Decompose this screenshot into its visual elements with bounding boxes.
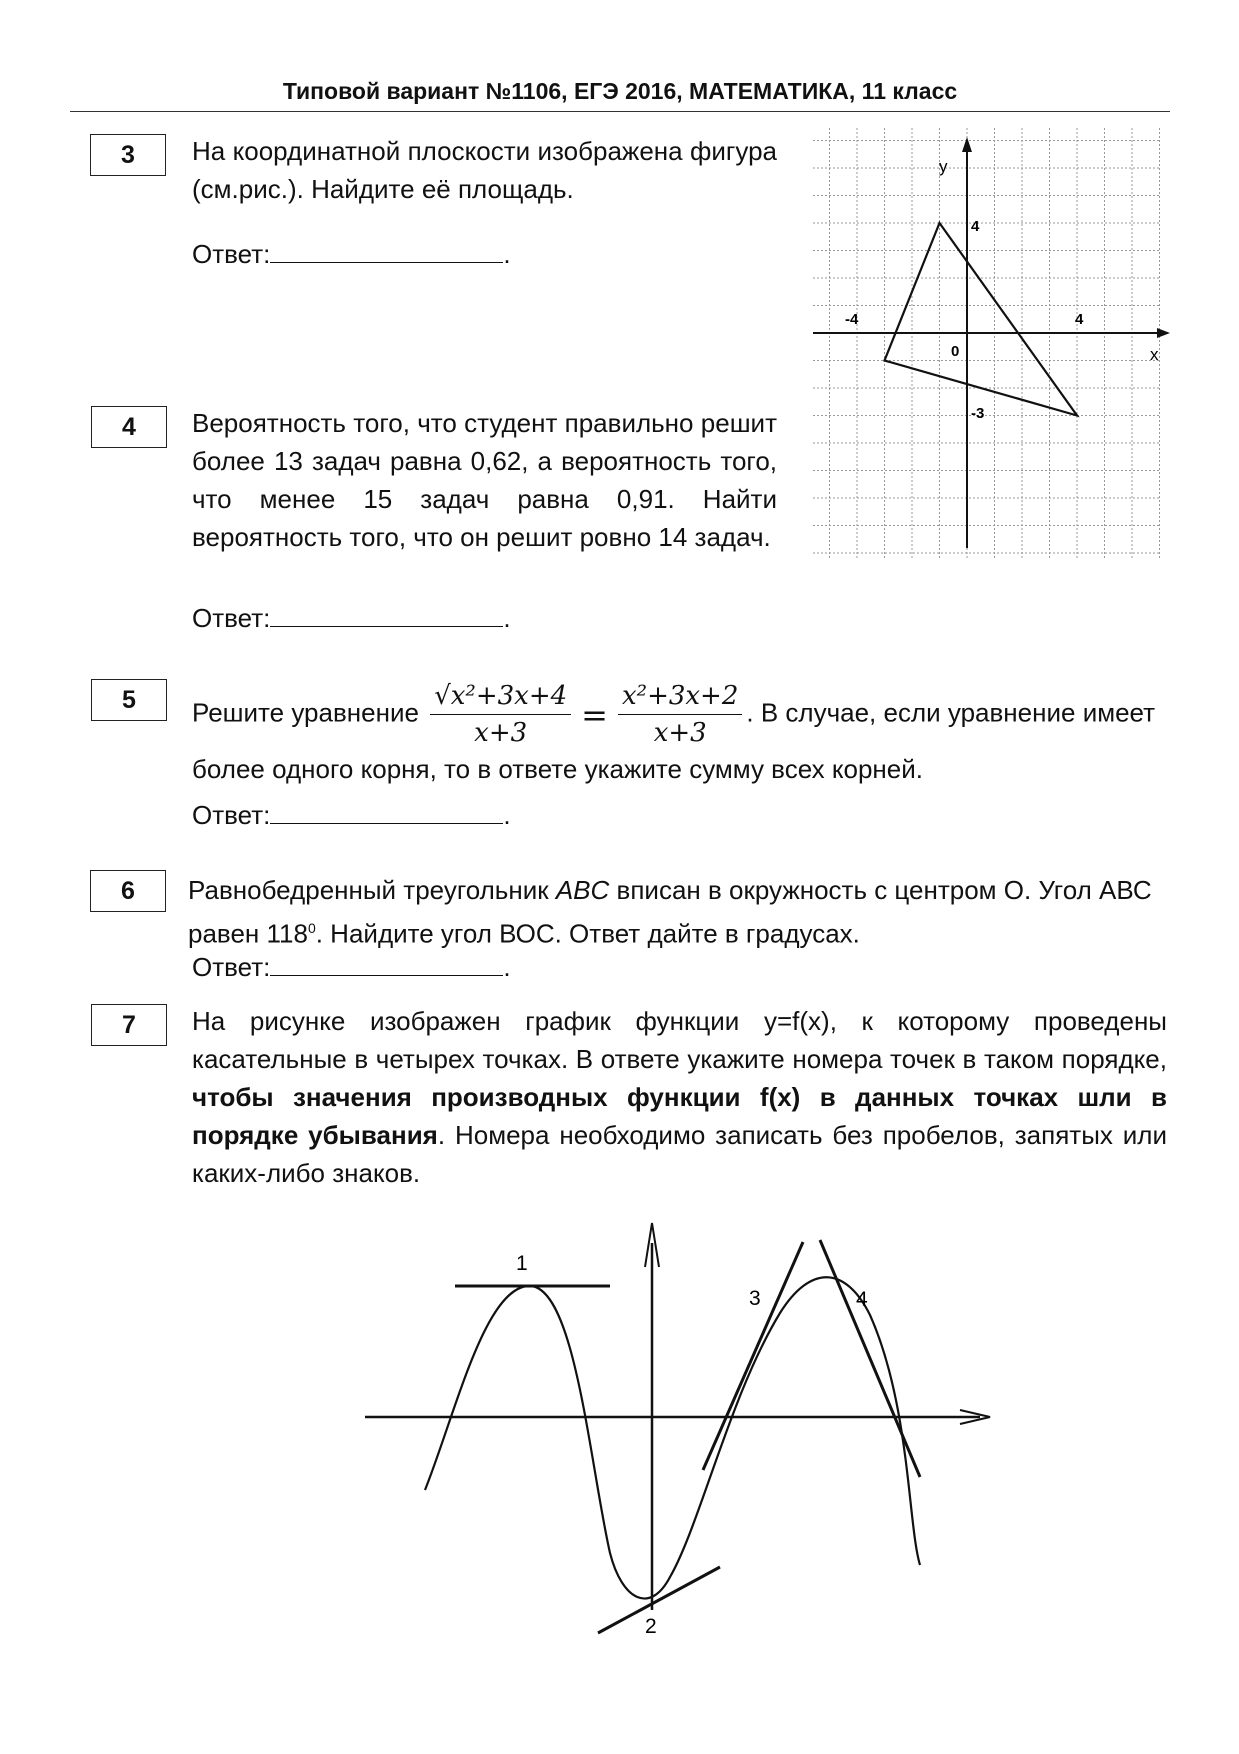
point-label-4: 4	[856, 1288, 868, 1311]
task-5-prefix: Решите уравнение	[192, 697, 419, 728]
task-5-suffix: . В случае, если уравнение имеет более одного корня, то в ответе укажите сумму всех корней.	[192, 697, 1156, 784]
answer-label: Ответ:	[192, 800, 271, 830]
task-7-number: 7	[91, 1004, 167, 1046]
task-4-number: 4	[91, 406, 167, 448]
answer-dot: .	[503, 603, 511, 633]
task-7-part-b: . Номера необходимо записать без пробелов, запятых или каких-либо знаков.	[192, 1120, 1167, 1188]
task-4-text: Вероятность того, что студент правильно решит более 13 задач равна 0,62, а вероятность того, что менее 15 задач равна 0,91. Найти вероятность того, что он решит ровно 14 задач.	[192, 408, 777, 552]
grid	[813, 128, 1160, 558]
task-6-number: 6	[90, 870, 166, 912]
task-6-italic: ABC	[555, 875, 610, 905]
page-header: Типовой вариант №1106, ЕГЭ 2016, МАТЕМАТИКА, 11 класс	[282, 78, 958, 104]
task-6-part-a: Равнобедренный треугольник	[188, 875, 556, 905]
function-graph	[360, 1215, 1000, 1645]
answer-label: Ответ:	[192, 603, 271, 633]
answer-line[interactable]	[270, 797, 503, 824]
label-x: x	[1150, 345, 1159, 364]
label-x4: 4	[1075, 311, 1084, 328]
label-xm4: -4	[845, 311, 859, 328]
lhs-denominator: x+3	[474, 718, 528, 748]
equals-sign: =	[581, 695, 608, 734]
function-curve	[425, 1277, 920, 1598]
task-6-part-b: вписан в окружность с центром О. Угол АВС равен 118	[188, 875, 1152, 949]
label-origin: 0	[951, 343, 960, 360]
answer-dot: .	[503, 952, 511, 982]
answer-label: Ответ:	[192, 239, 271, 269]
label-y: y	[939, 157, 948, 176]
task-6-answer	[192, 949, 511, 983]
label-ym3: -3	[971, 405, 985, 422]
rhs-denominator: x+3	[653, 718, 707, 748]
task-7-bold: чтобы значения производных функции f(x) в данных точках шли в порядке убывания	[192, 1082, 1167, 1150]
task-6-text	[188, 871, 1168, 953]
task-5-text	[192, 678, 1167, 787]
answer-line[interactable]	[270, 236, 503, 263]
answer-dot: .	[503, 239, 511, 269]
rhs-fraction	[618, 678, 742, 751]
task-3-number: 3	[90, 134, 166, 176]
tangent-3	[703, 1242, 803, 1470]
label-y4: 4	[971, 218, 980, 235]
task-7-part-a: На рисунке изображен график функции y=f(x), к которому проведены касательные в четырех точках. В ответе укажите номера точек в таком порядке,	[192, 1006, 1167, 1074]
answer-label: Ответ:	[192, 952, 271, 982]
task-5-number: 5	[91, 679, 167, 721]
triangle-figure	[885, 223, 1078, 416]
task-6-part-c: . Найдите угол ВОС. Ответ дайте в градусах.	[315, 918, 860, 949]
x-axis-arrow	[1157, 328, 1170, 338]
tangent-4	[820, 1240, 920, 1477]
answer-dot: .	[503, 800, 511, 830]
tangent-2	[598, 1567, 720, 1633]
header-rule	[70, 111, 1170, 112]
point-label-2: 2	[645, 1615, 657, 1638]
task-3-text: На координатной плоскости изображена фигура (см.рис.). Найдите её площадь.	[192, 136, 777, 204]
point-label-1: 1	[516, 1252, 528, 1275]
y-axis-arrow	[962, 137, 972, 152]
task-3-answer	[192, 236, 511, 270]
answer-line[interactable]	[270, 949, 503, 976]
rhs-numerator: x²+3x+2	[618, 678, 742, 715]
task-5-answer	[192, 797, 511, 831]
point-label-3: 3	[749, 1287, 761, 1310]
task-4-answer	[192, 600, 511, 634]
task-6-degree: 0	[307, 920, 316, 936]
coordinate-graph	[800, 128, 1170, 565]
lhs-numerator: √x²+3x+4	[430, 678, 571, 715]
task-7-text	[192, 1002, 1167, 1192]
answer-line[interactable]	[270, 600, 503, 627]
lhs-fraction	[430, 678, 571, 751]
